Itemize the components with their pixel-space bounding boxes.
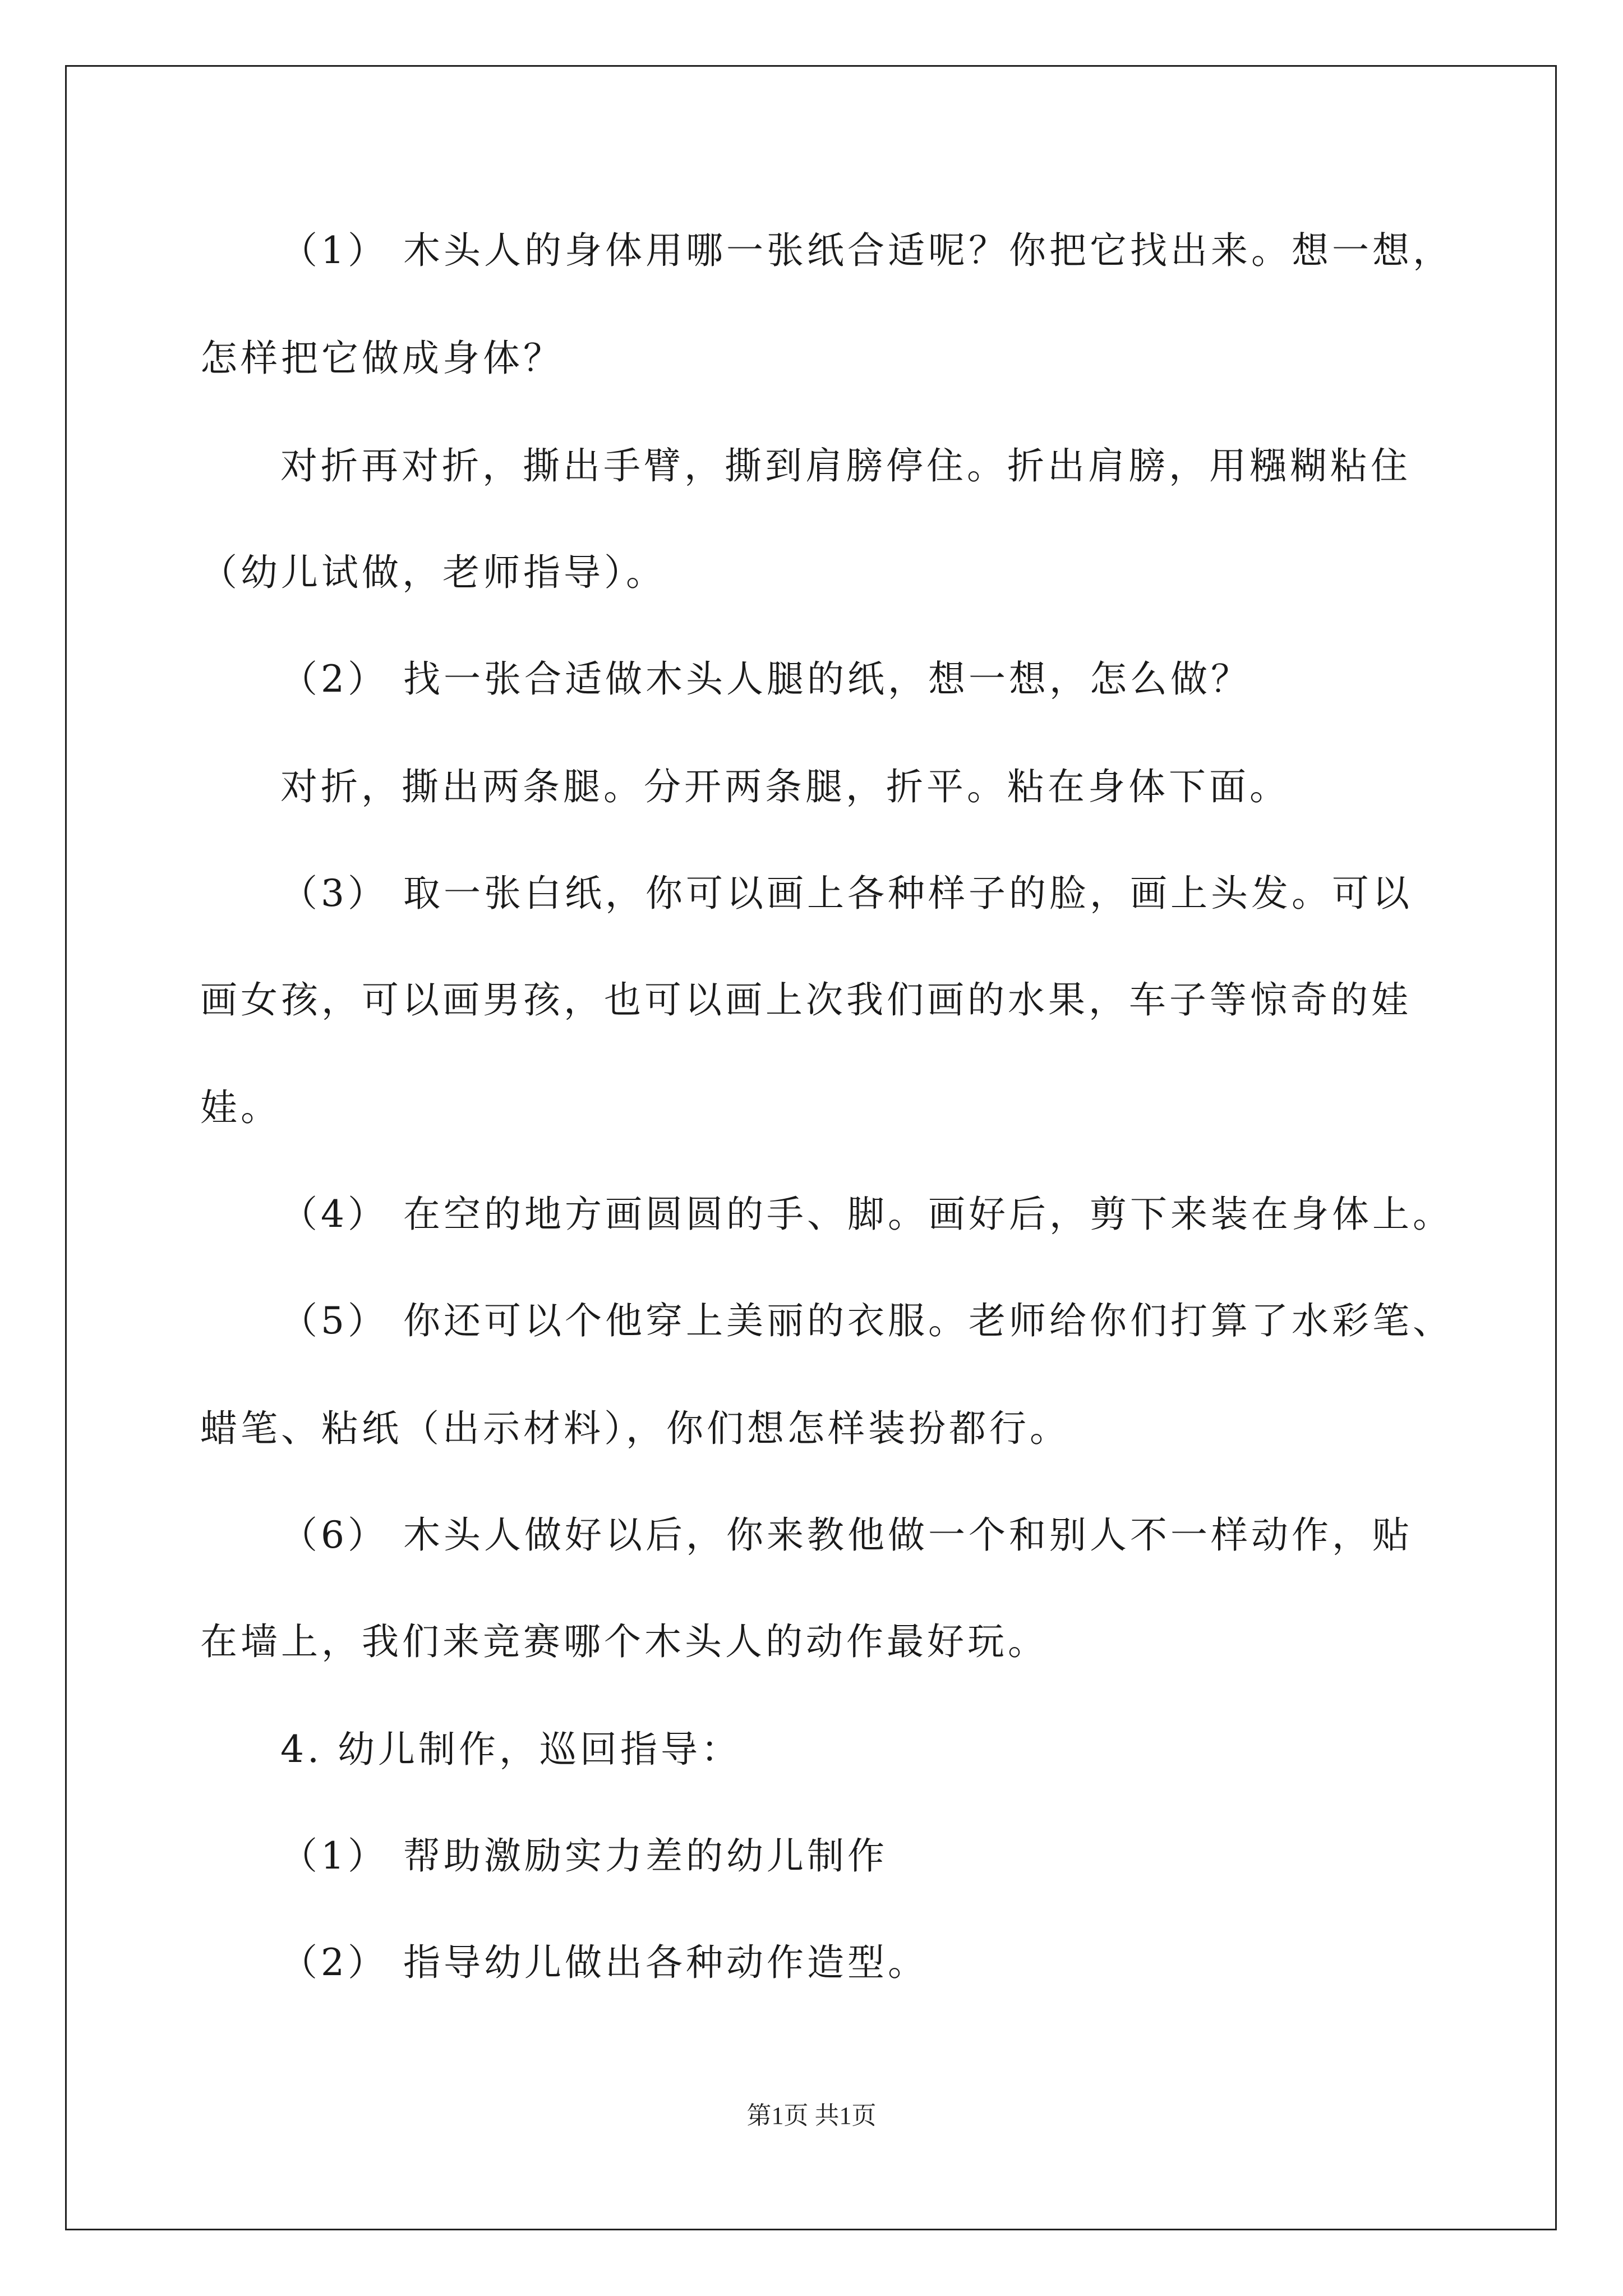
page-number-footer: 第1页 共1页	[746, 2102, 877, 2129]
paragraph-line: （4） 在空的地方画圆圆的手、脚。画好后，剪下来装在身体上。	[280, 1193, 1453, 1236]
paragraph-line: （2） 找一张合适做木头人腿的纸，想一想，怎么做？	[280, 657, 1251, 701]
paragraph-line: （2） 指导幼儿做出各种动作造型。	[280, 1941, 928, 1984]
paragraph-line: （3） 取一张白纸，你可以画上各种样子的脸，画上头发。可以	[280, 872, 1413, 915]
paragraph-line: 在墙上，我们来竞赛哪个木头人的动作最好玩。	[200, 1620, 1048, 1663]
paragraph-line: （幼儿试做，老师指导）。	[200, 551, 666, 594]
paragraph-line: （1） 帮助激励实力差的幼儿制作	[280, 1834, 888, 1878]
paragraph-line: （6） 木头人做好以后，你来教他做一个和别人不一样动作，贴	[280, 1513, 1413, 1557]
paragraph-line: 画女孩，可以画男孩，也可以画上次我们画的水果，车子等惊奇的娃	[200, 978, 1412, 1022]
paragraph-line: 娃。	[200, 1086, 281, 1129]
paragraph-line: （5） 你还可以个他穿上美丽的衣服。老师给你们打算了水彩笔、	[280, 1299, 1453, 1342]
paragraph-line: 对折再对折，撕出手臂，撕到肩膀停住。折出肩膀，用糨糊粘住	[280, 444, 1411, 487]
page-border	[65, 65, 1557, 2230]
section-heading: 4. 幼儿制作，巡回指导：	[280, 1728, 741, 1771]
paragraph-line: 对折，撕出两条腿。分开两条腿，折平。粘在身体下面。	[280, 765, 1290, 808]
paragraph-line: 蜡笔、粘纸（出示材料），你们想怎样装扮都行。	[200, 1407, 1070, 1450]
paragraph-line: 怎样把它做成身体？	[200, 337, 564, 380]
paragraph-line: （1） 木头人的身体用哪一张纸合适呢？你把它找出来。想一想，	[280, 229, 1453, 272]
